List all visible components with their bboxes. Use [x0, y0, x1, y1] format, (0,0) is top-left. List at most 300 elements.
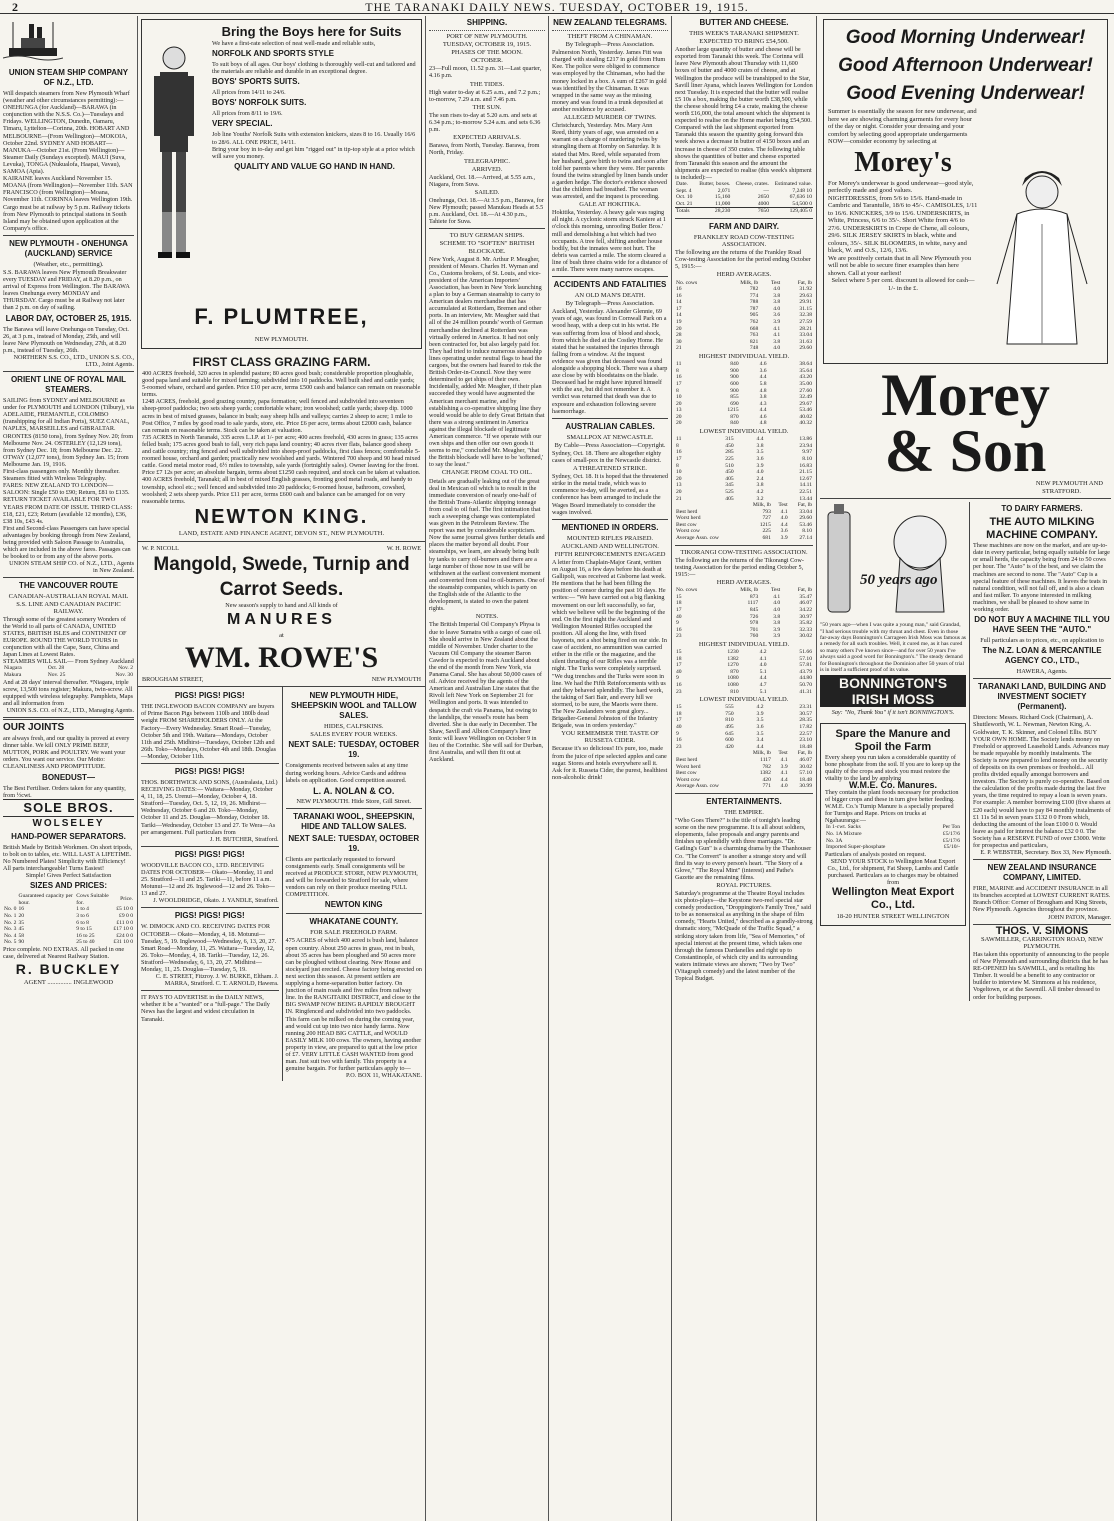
moon-text: 23—Full moon, 11.52 p.m. 31—Last quarter, 4.16 p.m. — [429, 65, 542, 80]
table-row: Oct. 21 11,000 4000 54,500 0 — [676, 200, 812, 207]
table-cell: 4.7 — [759, 681, 767, 688]
sailed-text: Onehunga, Oct. 18.—At 3.5 p.m., Barawa, for New Plymouth; passed Manukau Heads at 5.5 p.m. Auckland, Oct. 18.—At 4.30 p.m., Tahiete for Suva. — [429, 196, 544, 226]
table-cell: 726 — [749, 613, 759, 620]
table-row — [675, 737, 813, 744]
table-cell: 900 — [730, 367, 739, 374]
table-cell: 1117 — [760, 756, 771, 763]
table-cell: 701 — [749, 626, 759, 633]
table-cell: 23 — [676, 633, 682, 640]
strike-heading: A THREATENED STRIKE. — [572, 465, 648, 473]
separators-text: Simple! Gives Perfect Satisfaction — [25, 872, 112, 880]
table-cell: 4.2 — [756, 704, 764, 711]
table-cell: 8 — [676, 387, 679, 394]
orient-list: ORONTES (8150 tons), from Sydney Nov. 20; from Melbourne Nov. 24. OSTERLEY (12,129 tons), from Sydney Dec. 18; from Melbourne Dec. 22. OTWAY (12,077 tons), from Sydney Jan. 15; from Melbourne Jan. 19, 1916. — [3, 432, 134, 468]
at-text: at — [279, 632, 284, 640]
table-cell: 21.15 — [799, 469, 812, 476]
table-cell: 29.60 — [799, 345, 812, 352]
table-cell: 3.8 — [759, 394, 767, 401]
sizes-heading: SIZES AND PRICES: — [29, 881, 108, 891]
table-row — [675, 509, 813, 516]
simons-text: Has taken this opportunity of announcing to the people of New Plymouth and surrounding districts that he has RE-OPENED his SAWMILL, and is retailing his Timber. It would be a benefit to any contractor or builder to interview M. Simmons at his residence, Vogeltown, or at the Sawmill. All timber dressed to order for building purposes. — [973, 950, 1110, 1001]
table-cell: Best cow — [676, 521, 697, 528]
table-cell: 4.4 — [756, 743, 764, 750]
telegraphic-heading: TELEGRAPHIC. — [463, 157, 511, 165]
rowes-street: BROUGHAM STREET, — [142, 676, 204, 684]
tides-heading: THE TIDES. — [469, 80, 505, 88]
table-row — [675, 717, 813, 724]
table-cell: 20 — [676, 488, 682, 495]
rifles-sub2: FIFTH REINFORCEMENTS ENGAGED — [554, 550, 666, 558]
plumtree-ad — [141, 19, 422, 349]
table-cell: 5.1 — [759, 668, 767, 675]
table-cell: 35.00 — [799, 380, 812, 387]
table-cell: 11 — [676, 361, 682, 368]
table-row: No. 1 20 3 to 6 £9 0 0 — [4, 912, 133, 919]
table-row — [675, 731, 813, 738]
labor-day-signature: NORTHERN S.S. CO., LTD., UNION S.S. CO., LTD., Joint Agents. — [13, 353, 134, 368]
table-cell: Average Assn. cow — [676, 783, 719, 790]
bonnington-text: "50 years ago—when I was quite a young man," said Grandad, "I had serious trouble with my throat and chest. Even in those far-away days Bonnington's Carrageen Irish Moss was famous as a remedy for all such troubles. Well, it cured me, as it has cured so many others I've known since—and for over 50 years I've always said a good word for Bonnington's." The steady demand for Bonnington's throughout the Dominion after 50 years of trial is in itself a sufficient proof of its value. — [820, 622, 966, 674]
table-cell: 873 — [749, 593, 759, 600]
table-cell: 13.86 — [799, 436, 812, 443]
table-cell: 3.9 — [780, 763, 788, 770]
table-cell: 14 — [676, 312, 682, 319]
pigs-signature: J. WOOLDRIDGE, Okato. J. YANDLE, Stratford. — [153, 897, 279, 905]
farm-listing: 400 ACRES freehold, 320 acres in splendid pasture; 80 acres good bush; considerable proportion ploughable, good papa land and suitable for mixed farming; subdivided into 10 paddocks. Well built shed and cattle yards; 5-roomed whare, orchard and garden. Price £10 per acre, terms £500 cash and balance can remain on reasonable terms. — [142, 370, 421, 399]
table-cell: 30.57 — [799, 710, 812, 717]
suits-heading: Bring the Boys here for Suits — [221, 24, 402, 39]
table-cell: 600 — [725, 737, 734, 744]
table-row — [675, 299, 813, 306]
joints-heading: OUR JOINTS — [3, 722, 65, 734]
table-cell: 28 — [676, 332, 682, 339]
table-cell: 3.9 — [780, 535, 788, 542]
quality-slogan: QUALITY AND VALUE GO HAND IN HAND. — [234, 161, 395, 171]
table-row — [675, 528, 813, 535]
land-building-text: Directors: Messrs. Richard Cock (Chairman), A. Shuttleworth, W. L. Newman, Newton King, A. Goldwater, T. K. Skinner, and Colonel Ellis. BUY YOUR OWN HOME. The Society lends money on Freehold or approved Leasehold Lands. Advances may be made repayable by monthly instalments. The Society is now prepared to lend money on the security of deposits on its own premises or freehold... All profits divided equally amongst borrowers and investors. The Society is purely co-operative. Based on the calculation of the profits made during the last five years, the time required to repay a loan is seven years. For example: A member borrowing £100 (five shares at £20 each) would have to pay 84 monthly instalments of £1 11s 5d in seven years £132 0 0 From which, deducting the amount of the loan £100 0 0. Would leave as paid for interest the balance £32 0 0. The Society has a RESERVE FUND of over £3000. Write for prospectus and particulars, — [973, 714, 1111, 849]
table-cell: 16 — [676, 737, 682, 744]
fifty-years-text: 50 years ago — [860, 572, 938, 589]
table-cell: 31.63 — [799, 338, 812, 345]
table-cell: 9 — [676, 730, 679, 737]
wolseley-brand: WOLSELEY — [32, 817, 105, 829]
arrived-text: Auckland, Oct. 18.—Arrived, at 5.55 a.m., Niagara, from Suva. — [429, 173, 536, 188]
bonnington-brand: BONNINGTON'S IRISH MOSS — [820, 675, 966, 707]
table-cell: 3.4 — [756, 737, 764, 744]
table-cell: 3.9 — [756, 462, 764, 469]
table-cell: 3.5 — [756, 449, 764, 456]
table-row: No. 4 58 16 to 25 £24 0 0 — [4, 932, 133, 939]
vancouver-heading: THE VANCOUVER ROUTE — [19, 581, 118, 591]
service-heading: NEW PLYMOUTH - ONEHUNGA (AUCKLAND) SERVICE — [9, 238, 128, 258]
table-row — [675, 449, 813, 456]
table-row — [675, 482, 813, 489]
table-cell: 44.80 — [799, 675, 812, 682]
smallpox-byline: By Cable—Press Association—Copyright. — [554, 441, 666, 449]
murder-heading: ALLEGED MURDER OF TWINS. — [563, 114, 657, 122]
table-cell: 420 — [762, 776, 771, 783]
shipping-text: Will despatch steamers from New Plymouth Wharf (weather and other circumstances permitting):— — [3, 90, 130, 105]
table-cell: Best herd — [676, 508, 698, 515]
table-cell: 14.11 — [799, 482, 812, 489]
table-cell: 900 — [730, 374, 739, 381]
table-cell: 23 — [676, 743, 682, 750]
sales-column — [283, 687, 426, 1081]
table-cell: 681 — [762, 535, 771, 542]
steamship-icon — [3, 18, 134, 66]
plumtree-name: F. PLUMTREE, — [194, 304, 369, 329]
column-shipping-ads — [0, 16, 138, 1521]
table-cell: 845 — [749, 606, 759, 613]
table-cell: 750 — [725, 710, 734, 717]
table-cell: 46.07 — [799, 756, 812, 763]
table-cell: 821 — [749, 338, 759, 345]
wool-signature: NEWTON KING — [324, 900, 383, 910]
auto-heading: THE AUTO MILKING MACHINE COMPANY. — [986, 516, 1098, 542]
table-row: Sept. 4 2,071 — 7,248 10 — [676, 187, 812, 194]
table-cell: 3.9 — [756, 710, 764, 717]
butter-cheese-heading: BUTTER AND CHEESE. — [699, 18, 789, 27]
nz-loan-sub: HAWERA, Agents. — [1016, 668, 1068, 676]
table-cell: 787 — [749, 305, 759, 312]
table-row — [675, 388, 813, 395]
table-cell: 13 — [676, 482, 682, 489]
column-morey-ads — [817, 16, 1114, 1521]
table-cell: 50.70 — [799, 681, 812, 688]
table-cell: 810 — [725, 717, 734, 724]
dairy-farmers-heading: TO DAIRY FARMERS. — [1001, 504, 1083, 514]
table-row — [675, 614, 813, 621]
rowe-left-name: W. P. NICOLL — [142, 544, 179, 552]
table-row — [675, 649, 813, 656]
bonedust-heading: BONEDUST— — [42, 772, 95, 782]
table-cell: 18 — [676, 655, 682, 662]
table-header-row: Milk, lb Test Fat, lb — [752, 502, 812, 509]
table-row — [675, 522, 813, 529]
orient-signature: UNION STEAM SHIP CO. of N.Z., LTD., Agents in New Zealand. — [9, 560, 134, 575]
notes-heading: NOTES. — [475, 613, 499, 621]
table-cell: 27.14 — [799, 535, 812, 542]
table-cell: 905 — [749, 312, 759, 319]
sailed-heading: SAILED. — [474, 188, 500, 196]
table-cell: 4.4 — [759, 675, 767, 682]
table-cell: 4.4 — [756, 436, 764, 443]
table-row — [675, 515, 813, 522]
tikorangi-heading: TIKORANGI COW-TESTING ASSOCIATION. — [680, 548, 808, 556]
vancouver-sail: STEAMERS WILL SAIL— From Sydney Auckland — [3, 658, 134, 666]
table-cell: 3.8 — [773, 613, 781, 620]
underwear-headline: Good Afternoon Underwear! — [838, 55, 1093, 76]
rowe-right-name: W. H. ROWE — [386, 544, 421, 552]
rowe-ad — [138, 542, 425, 687]
table-cell: 3.6 — [780, 528, 788, 535]
table-cell: 225 — [725, 455, 734, 462]
table-row — [675, 469, 813, 476]
smallpox-text: Sydney, Oct. 18. There are altogether eighty cases of small-pox in the Newcastle district. — [552, 449, 662, 464]
table-cell: 1080 — [727, 681, 739, 688]
table-cell: Average Assn. cow — [676, 535, 719, 542]
table-cell: 53.46 — [799, 521, 812, 528]
table-cell: 3.9 — [773, 319, 781, 326]
table-row — [675, 456, 813, 463]
empire-text: "Who Goes There?" is the title of tonight's leading scene on the new programme. It is all about soldiers, elopements, false proposals and angry parents and finishes up splendidly with three marriages. "Dr. Gatling's Gun" is a charming drama by the Thanhouser Co. "The Convert" is another a strange story and will find its way to every person's heart. "The Story of a Glove," "The Royal Mint" (interest) and Pathe's Gazette are the remaining films. — [675, 817, 812, 881]
table-cell: 4.2 — [759, 648, 767, 655]
moon-month: OCTOBER. — [471, 57, 503, 65]
herd2-heading: HERD AVERAGES. — [716, 579, 772, 587]
table-cell: 4.8 — [759, 387, 767, 394]
table-row — [675, 600, 813, 607]
german-ships-text: New York, August 8. Mr. Arthur P. Meagher, president of Messrs. Charles H. Wyman and Co., Customs brokers, of St. Louis, and vice-president of the American Importers' Association, has been in New York launching a plan to buy a German steamship to carry to American dealers merchandise that has accumulated at Rotterdam, Bremen and other ports. In an interview, Mr. Meagher said that all of the 24 million pounds' worth of German merchandise declined at Rotterdam was virtually ordered in America. It had not only been contracted for, but also largely paid for. They had tried to induce numerous steamship lines operating under neutral flags to head the cargoes, but the owners had feared to risk the British Order-in-Council. Now they were determined to get ships of their own. Incidentally, added Mr. Meagher, if their plan succeeded they would have augmented the American merchant marine, and by establishing a co-operative shipping line they would would be able to defy Great Britain that there was a strong sentiment in America against the illegal blockade of legitimate American commerce. "If we operate with our own ships and then offer our own goods it seems to me," concluded Mr. Meagher, "that the British blockade will have to be 'softened,' to say the least." — [429, 255, 545, 469]
royal-text: Saturday's programme at the Theatre Royal includes six photo-plays—the Keystone two-reel special star comedy production, "Droppington's Family Tree," said to be as nonsensical as anything in the shape of film comedy, "Hearts United," described as a grandly-strong dramatic story, "McQuade of the Traffic Squad," a striking story taken from life, "Sea of Memories," of special interest at the present time, which takes one through the famous Dardanelles and right up to Constantinople, of which city and its surrounding waters intimate views are shown; "Two by Two" (Vitagraph comedy) and the latest number of the Topical Budget. — [675, 889, 813, 983]
labor-day-text: The Barawa will leave Onehunga on Tuesday, Oct. 26, at 3 p.m., instead of Monday, 25th, and will leave New Plymouth on Wednesday, 27th, at 8.20 p.m., instead of Tuesday, 26th. — [3, 325, 129, 354]
table-cell: 35.64 — [799, 367, 812, 374]
underwear-headline: Good Morning Underwear! — [845, 27, 1086, 48]
table-cell: 17 — [676, 380, 682, 387]
advertise-text: IT PAYS TO ADVERTISE in the DAILY NEWS, whether it be a "wanted" or a "full-page." The Daily News has the largest and widest circulation in Taranaki. — [141, 994, 270, 1023]
sports-suits-price: All prices from 14/11 to 24/6. — [212, 89, 286, 97]
table-cell: 405 — [725, 495, 734, 502]
table-cell: 225 — [762, 528, 771, 535]
table-row — [675, 675, 813, 682]
table-cell: 31.15 — [799, 305, 812, 312]
farm-dairy-heading: FARM AND DAIRY. — [708, 221, 780, 231]
separators-text: British Made by British Workmen. On short tripods, to bolt on to tables, etc. WILL LAST A LIFETIME. No Numbered Plates! Simplicity with Efficiency! All parts interchangeable! Turns Easiest! — [3, 843, 133, 872]
table-cell: 20 — [676, 400, 682, 407]
table-cell: 30.02 — [799, 633, 812, 640]
table-row — [675, 306, 813, 313]
seeds-heading: Mangold, Swede, Turnip and Carrot Seeds. — [153, 553, 410, 600]
moreys-brand: Morey's — [854, 146, 952, 178]
table-cell: 4.1 — [773, 332, 781, 339]
shipping-text: Cargo must be at railway by 5 p.m. Railway tickets from New Plymouth to principal stations in South Island may be obtained upon application at the Company's office. — [3, 203, 130, 232]
table-row — [675, 633, 813, 640]
table-cell: 30.02 — [799, 763, 812, 770]
old-man-heading: AN OLD MAN'S DEATH. — [574, 292, 646, 300]
table-cell: 16 — [676, 449, 682, 456]
table-cell: 4.2 — [756, 488, 764, 495]
vancouver-signature: UNION S.S. CO. of N.Z., LTD., Managing Agents. — [6, 706, 134, 714]
table-cell: 30 — [676, 338, 682, 345]
moreys-text: We are positively certain that in all New Plymouth you will not be able to secure finer examples than here shown. Call at your earliest! — [828, 254, 971, 277]
table-row: No. 1A Mixture £5/17/6 — [826, 831, 960, 838]
nolan-address: NEW PLYMOUTH. Hide Store, Gill Street. — [296, 797, 412, 805]
table-cell: 285 — [725, 449, 734, 456]
table-header-row: Guaranteed capacity per hour. Cows Suitable for. Price. — [18, 893, 133, 906]
butter-cheese-sub2: EXPECTED TO BRING £54,500. — [699, 38, 789, 46]
table-cell: 450 — [725, 442, 734, 449]
table-row — [675, 401, 813, 408]
table-cell: 23.31 — [799, 704, 812, 711]
table-cell: Worst cow — [676, 776, 700, 783]
simons-sub: SAWMILLER, CARRINGTON ROAD, NEW PLYMOUTH. — [981, 935, 1103, 950]
table-row — [675, 627, 813, 634]
table-cell: 31.92 — [799, 286, 812, 293]
murder-text: Christchurch, Yesterday. Mrs. Mary Ann Reed, thirty years of age, was arrested on a warrant on a charge of murdering twins by strangling them at Hornby on Saturday. It is stated that Mrs. Reed, while separated from her husband, gave birth to twins and soon after told her parents where they were. Her parents found the twins strangled by linen bands under a garden hedge. The doctor's evidence showed that the children had breathed. The woman was arrested, and the inquest is proceeding. — [552, 122, 668, 201]
table-row: Niagara Oct. 28 Nov. 2 — [4, 665, 133, 672]
table-cell: 1117 — [747, 600, 759, 607]
moreys-discount: Select where 5 per cent. discount is allowed for cash—1/- in the £. — [831, 277, 975, 292]
table-cell: 8 — [676, 367, 679, 374]
table-cell: 20 — [676, 325, 682, 332]
farm-listing: 1248 ACRES, freehold, good grazing country, papa formation; well fenced and subdivided into seventeen sheep-proof paddocks; two sets sheep yards; comfortable whare; iron woolshed; cattle yards; sheep dip. 1000 acres in best of mixed grasses, balance in bush; easy sheep hills and valleys; carries 2 sheep to acre; 1 mile to Post Office, 7 miles by good road to sale yards, store, etc. Price £6 per acre, terms about £2000 cash, balance can remain on reasonable terms. Stock can be taken at valuation. — [142, 398, 413, 434]
table-cell: 32.38 — [799, 312, 812, 319]
norfolk-suits-heading: BOYS' NORFOLK SUITS. — [212, 98, 307, 108]
simons-name: THOS. V. SIMONS — [995, 924, 1089, 937]
table-row — [675, 286, 813, 293]
rifles-text: A letter from Chaplain-Major Grant, written on August 16, a few days before his death at Gallipoli, was received at Gisborne last week. He mentions that he had been filling the position of censor during the past 10 days. He writes:— "We have carried out a big flanking movement on our left successfully, so far, which we believe will be the beginning of the end. On the first night the Auckland and Wellington Mounted Rifles occupied the position. All along the line, with fixed bayonets, not a shot being fired on our side. In case of accident, no ammunition was carried either in the rifle or the magazine, and the silent thrusting of our Rifles was a terrible night. The Turks were completely surprised. "We dug trenches and the Turks were soon in line. We had the Fifth Reinforcements with us and they behaved splendidly. The hard work, the taking of Sari Bair, and every hill we stormed, to be sure, the Maoris were there. The New Zealanders won great glory... Brigadier-General Johnston of the Infantry Brigade, was in orders yesterday." — [552, 559, 667, 730]
table-row — [675, 783, 813, 790]
manures-heading: MANURES — [227, 611, 336, 629]
table-cell: 3.8 — [756, 482, 764, 489]
whakatane-heading: WHAKATANE COUNTY. — [309, 917, 399, 927]
table-cell: 345 — [725, 482, 734, 489]
table-cell: 4.3 — [759, 400, 767, 407]
table-cell: 4.6 — [759, 413, 767, 420]
table-cell: 4.0 — [773, 345, 781, 352]
table-cell: 3.6 — [756, 724, 764, 730]
table-cell: 10 — [676, 469, 682, 476]
table-cell: 16 — [676, 286, 682, 293]
wool-sales-heading: TARANAKI WOOL, SHEEPSKIN, HIDE AND TALLOW SALES. — [293, 811, 415, 831]
farm-ad — [138, 352, 425, 542]
vancouver-subheading: CANADIAN-AUSTRALIAN ROYAL MAIL S.S. LINE AND CANADIAN PACIFIC RAILWAY. — [8, 593, 129, 615]
table-cell: 35.47 — [799, 593, 812, 600]
table-cell: 11 — [676, 436, 682, 443]
pigs-heading: PIGS! PIGS! PIGS! — [174, 911, 245, 921]
table-row — [675, 662, 813, 669]
table-cell: 4.0 — [759, 662, 767, 669]
wme-text: They contain the plant foods necessary for production of bigger crops and these in turn give better feeding. — [825, 789, 959, 804]
sizes-text: Price complete. NO EXTRAS. All packed in one case, delivered at Nearest Railway Station. — [3, 945, 125, 960]
orient-text: SAILING from SYDNEY and MELBOURNE as under for PLYMOUTH and LONDON (Tilbury), via ADELAIDE, FREMANTLE, COLOMBO (transhipping for all Indian Ports), SUEZ CANAL, NAPLES, MARSEILLES and GIBRALTAR. — [3, 397, 134, 433]
sun-text: The sun rises to-day at 5.20 a.m. and sets at 6.34 p.m.; to-morrow 5.24 a.m. and sets 6.36 p.m. — [429, 111, 541, 134]
buckley-agent: AGENT ............... INGLEWOOD — [23, 979, 114, 987]
table-cell: 57.81 — [799, 662, 812, 669]
table-row — [675, 420, 813, 427]
orient-text: First-class passengers only. Monthly thereafter. Steamers fitted with Wireless Telegraphy. — [3, 468, 120, 483]
table-row: Makura Nov. 25 Nov. 30 — [4, 671, 133, 678]
morey-son: & Son — [884, 418, 1047, 484]
pigs-signature: J. H. BUTCHER, Stratford. — [209, 835, 279, 843]
australian-cables-heading: AUSTRALIAN CABLES. — [565, 421, 655, 431]
newspaper-title: THE TARANAKI DAILY NEWS. TUESDAY, OCTOBER 19, 1915. — [365, 0, 749, 14]
pigs-text: WOODVILLE BACON CO., LTD. RECEIVING DATES FOR OCTOBER— Okato—Monday, 11 and 25. Stratford—11 and 25. Tariki—11, before 11 a.m. Motunui—12 and 26. Inglewood—12 and 26. Toko—13 and 27. — [141, 861, 275, 898]
table-row — [675, 319, 813, 326]
table-header-row: No. cows Milk, lb Test Fat, lb — [676, 587, 812, 594]
table-cell: 8.10 — [802, 528, 812, 535]
table-row — [675, 620, 813, 627]
table-cell: 771 — [762, 783, 771, 790]
farm-heading: FIRST CLASS GRAZING FARM. — [192, 355, 371, 369]
hide-next-sale: NEXT SALE: TUESDAY, OCTOBER 19. — [288, 740, 420, 760]
table-cell: 40.32 — [799, 420, 812, 427]
service-subheading: (Weather, etc., permitting). — [33, 260, 104, 268]
suits-text: We have a first-rate selection of neat well-made and reliable suits, — [212, 40, 376, 47]
table-cell: 17 — [676, 717, 682, 724]
nz-telegrams-heading: NEW ZEALAND TELEGRAMS. — [553, 18, 667, 27]
table-cell: 1080 — [727, 675, 739, 682]
column-telegrams — [549, 16, 672, 1521]
column-shipping-news — [426, 16, 549, 1521]
gale-heading: GALE AT HOKITIKA. — [579, 201, 641, 209]
rifles-heading: MOUNTED RIFLES PRAISED. — [566, 534, 654, 542]
table-cell: 405 — [725, 475, 734, 482]
table-cell: 14 — [676, 299, 682, 306]
table-row — [675, 394, 813, 401]
port-heading: PORT OF NEW PLYMOUTH. — [446, 33, 528, 40]
table-row — [675, 326, 813, 333]
land-building-heading: TARANAKI LAND, BUILDING AND INVESTMENT SOCIETY (Permanent). — [978, 682, 1106, 712]
table-cell: 4.0 — [780, 783, 788, 790]
table-row — [675, 656, 813, 663]
sole-bros-name: SOLE BROS. — [3, 799, 134, 817]
table-row — [675, 489, 813, 496]
table-cell: 4.0 — [756, 469, 764, 476]
table-cell: 18.48 — [799, 743, 812, 750]
wme-text: Particulars of analysis posted on request. — [825, 850, 927, 858]
low2-table — [675, 704, 813, 750]
shipping-text: ONEHUNGA (for Auckland)—BARAWA (in conjunction with the N.S.S. Co.)—Tuesdays and Fridays. WELLINGTON, Dunedin, Oamaru, Timaru, Lyttelton—Corinna, 20th. HOBART AND MELBOURNE—(From Wellington)—MOKOIA, October 22nd. SYDNEY AND HOBART—MANUKA—October 21st. (From Wellington)—Steamer Daily (Sundays excepted). MAUI (Suva, Levuka), TONGA (Nukualofa, Haapai, Vavau), SAMOA (Apia). — [3, 104, 130, 176]
table-cell: 2.4 — [756, 475, 764, 482]
port-date: TUESDAY, OCTOBER 19, 1915. — [442, 41, 532, 49]
table-cell: 40 — [676, 668, 682, 675]
table-cell: 8.10 — [802, 455, 812, 462]
table-cell: 9 — [676, 675, 679, 682]
table-row — [675, 744, 813, 751]
table-cell: 16 — [676, 681, 682, 688]
vancouver-table — [3, 665, 134, 678]
table-cell: 3.6 — [756, 455, 764, 462]
table-cell: 17 — [676, 305, 682, 312]
moreys-text: For Morey's underwear is good underwear—good style, perfectly made and good values. — [828, 179, 974, 194]
table-cell: 43.20 — [799, 374, 812, 381]
old-man-text: Auckland, Yesterday. Alexander Glennie, 69 years of age, was found in Cornwall Park on a wood heap, with a deep cut in his wrist. He was suffering from loss of blood and shock, from which he died at the Costley Home. He stated that he sustained the injuries through falling from a window. At the inquest evidence was given that deceased was found alongside a shopping block. There was a sharp axe close by with bloodstains on the blade. Deceased had he might have injured himself with the axe, but did not remember it. A verdict was returned that death was due to exposure and exhaustion following severe haemorrhage. — [552, 308, 668, 415]
table-cell: 29.91 — [799, 299, 812, 306]
table-cell: 16.83 — [799, 462, 812, 469]
table-row — [675, 414, 813, 421]
orders-heading: MENTIONED IN ORDERS. — [561, 522, 659, 532]
wme-company: Wellington Meat Export Co., Ltd. — [831, 886, 955, 912]
moon-heading: PHASES OF THE MOON. — [451, 49, 523, 57]
farm-listing: 735 ACRES in North Taranaki, 335 acres L.I.P. at 1/- per acre; 400 acres freehold, 430 acres in grass; 135 acres felled bush; 175 acres good bush to fall, very rich papa land country; 40 acres river flats, balance good sheep and cattle country; ring fenced and well subdivided into sheep-proof paddocks, first class fences; comfortable 5-roomed house, orchard and garden; practically new woolshed and yards. Wintered 700 sheep and 90 head mixed cattle. Good metal motor road, 6½ miles to township, sale yards (fortnightly sales). Owner leaving for the front. Price £7 12s per acre; an absolute bargain, terms about £1250 cash required, and stock can be taken at valuation. — [142, 433, 421, 477]
nolan-name: L. A. NOLAN & CO. — [313, 785, 395, 796]
newton-king-sub: LAND, ESTATE AND FINANCE AGENT, DEVON ST., NEW PLYMOUTH. — [178, 529, 385, 537]
table-row — [675, 764, 813, 771]
newton-king-name: NEWTON KING. — [194, 505, 369, 528]
very-special-heading: VERY SPECIAL. — [212, 119, 273, 129]
strike-text: Sydney, Oct. 18. It is hoped that the threatened strike in the metal trade, which was to commence to-day, will be averted, as a conference has been arranged to include the Wages Board immediately to consider the wages involved. — [552, 473, 668, 516]
farm-listing: 400 ACRES freehold, Taranaki; all in best of mixed English grasses, fronting good metal roads, and handy to township, school etc.; well fenced and subdivided into 20 paddocks; 6-roomed house, bathroom, cowshed, woolshed; 2 sets sheep yards. Price £11 per acre, terms £600 cash and balance can be arranged for on very reasonable terms. — [142, 476, 413, 505]
bonedust-text: The Best Fertiliser. Orders taken for any quantity, from ½cwt. — [3, 784, 126, 799]
table-row: No. 3 45 9 to 15 £17 10 0 — [4, 926, 133, 933]
table-row — [675, 381, 813, 388]
table-cell: 782 — [762, 763, 771, 770]
table-cell: 450 — [725, 469, 734, 476]
entertainments-heading: ENTERTAINMENTS. — [706, 796, 782, 806]
table-row — [675, 443, 813, 450]
table-row: No. 2 35 6 to 8 £11 0 0 — [4, 919, 133, 926]
sizes-table — [3, 893, 134, 946]
wool-sales-text: Clients are particularly requested to forward consignments early. Small consignments will be received at PRODUCE STORE, NEW PLYMOUTH, and will be forwarded to Stratford for sale, where vendors can rely on their produce meeting FULL COMPETITION. — [285, 855, 418, 899]
theft-text: Palmerston North, Yesterday. James Fitt was charged with stealing £217 in gold from Hum Kee. The police were obliged to commence was employed by the Chinaman, who had the money locked in a box. A sum of £267 in gold was identified by the Chinaman. It was wrapped in the same way as the missing money and was found in a trunk deposited at another residence by accused. — [552, 49, 667, 113]
tikorangi-text: The following are the returns of the Tikorangi Cow-testing Association for the period ending October 5, 1915:— — [675, 556, 804, 578]
pigs-column — [138, 687, 283, 1081]
table-cell: 4.8 — [759, 420, 767, 427]
table-cell: 33.04 — [799, 508, 812, 515]
table-cell: 510 — [725, 462, 734, 469]
table-row — [675, 361, 813, 368]
table-cell: 4.1 — [780, 756, 788, 763]
